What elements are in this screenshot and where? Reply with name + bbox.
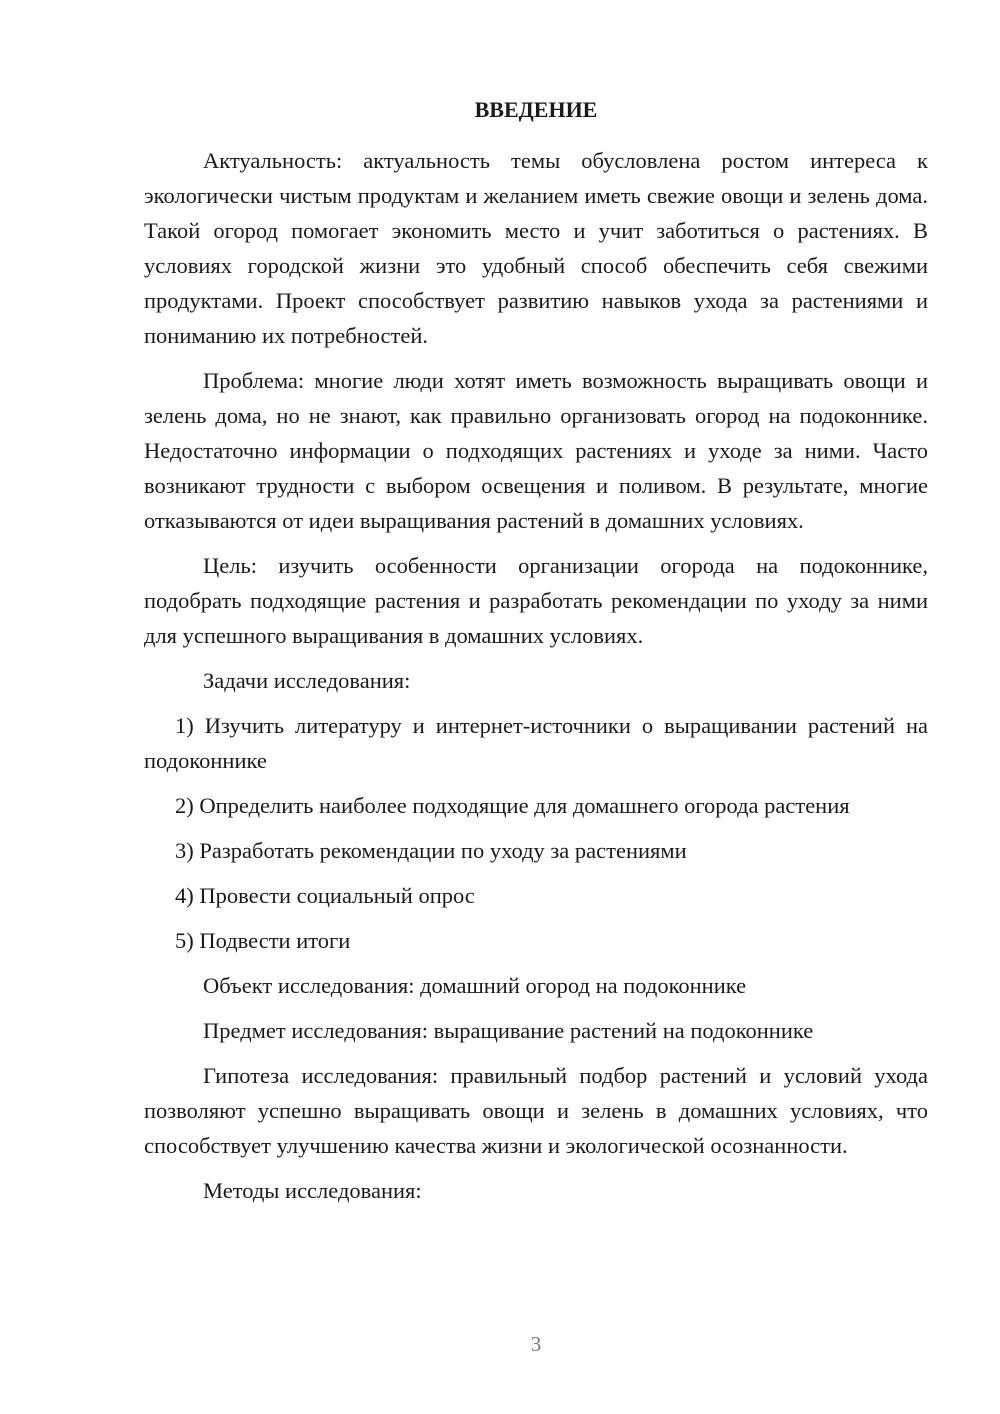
tasks-heading: Задачи исследования:	[203, 668, 411, 693]
research-object: Объект исследования: домашний огород на подоконнике	[203, 973, 747, 998]
task-item: 2) Определить наиболее подходящие для домашнего огорода растения	[175, 793, 850, 818]
research-subject: Предмет исследования: выращивание растений на подоконнике	[203, 1018, 814, 1043]
relevance-paragraph: Актуальность: актуальность темы обусловлена ростом интереса к экологически чистым продуктам и желанием иметь свежие овощи и зелень дома. Такой огород помогает экономить место и учит заботиться о растениях. В условиях городской жизни это удобный способ обеспечить себя свежими продуктами. Проект способствует развитию навыков ухода за растениями и пониманию их потребностей.	[144, 148, 928, 348]
task-item: 4) Провести социальный опрос	[175, 883, 475, 908]
task-item: 1) Изучить литературу и интернет-источники о выращивании растений на подоконнике	[144, 713, 928, 773]
problem-paragraph: Проблема: многие люди хотят иметь возможность выращивать овощи и зелень дома, но не знают, как правильно организовать огород на подоконнике. Недостаточно информации о подходящих растениях и уходе за ними. Часто возникают трудности с выбором освещения и поливом. В результате, многие отказываются от идеи выращивания растений в домашних условиях.	[144, 368, 928, 533]
page-body	[144, 94, 928, 1218]
goal-paragraph: Цель: изучить особенности организации огорода на подоконнике, подобрать подходящие растения и разработать рекомендации по уходу за ними для успешного выращивания в домашних условиях.	[144, 553, 928, 648]
task-item: 5) Подвести итоги	[175, 928, 351, 953]
task-item: 3) Разработать рекомендации по уходу за растениями	[175, 838, 687, 863]
methods-heading: Методы исследования:	[203, 1178, 422, 1203]
page-title: ВВЕДЕНИЕ	[474, 97, 598, 122]
hypothesis-paragraph: Гипотеза исследования: правильный подбор растений и условий ухода позволяют успешно выращивать овощи и зелень в домашних условиях, что способствует улучшению качества жизни и экологической осознанности.	[144, 1063, 928, 1158]
page-number: 3	[530, 1332, 542, 1356]
